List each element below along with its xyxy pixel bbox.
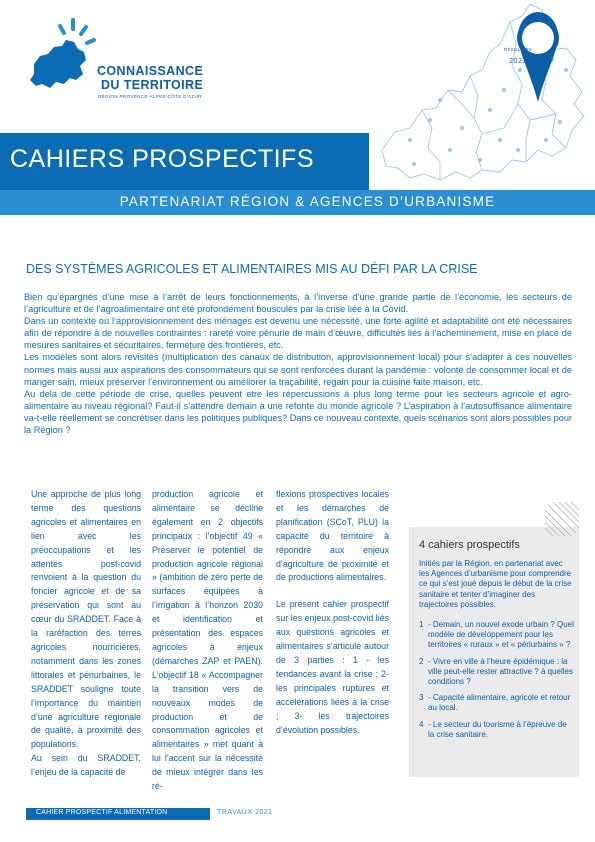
sidebox-corner-pattern bbox=[545, 502, 579, 536]
sidebox-intro: Initiés par la Région, en partenariat avec les Agences d’urbanisme pour comprendre ce qui s’est joué depuis le début de la crise sanitaire et tenter d’imaginer des trajectoires possibles. bbox=[419, 559, 572, 609]
title-band bbox=[0, 133, 369, 190]
column-1-paragraph-2: Au sein du SRADDET, l’enjeu de la capacité de bbox=[31, 753, 141, 778]
cahiers-sidebox bbox=[409, 527, 579, 777]
partnership-band bbox=[0, 190, 595, 215]
region-outline-map bbox=[370, 0, 595, 195]
intro-paragraph-4: Au dela de cette période de crise, quelles peuvent etre les répercussions à plus long terme pour les secteurs agricole et agro-alimentaire au niveau régional? Faut-il s’attendre demain à une refonte du monde agricole ? L’aspiration à l’autosuffisance alimentaire va-t-elle réellement se concrétiser dans les politiques publiques? Dans ce nouveau contexte, quels scénarios sont alors possibles pour la Région ? bbox=[24, 388, 572, 436]
footer-label bbox=[26, 808, 210, 820]
logo-title-line1: CONNAISSANCE bbox=[97, 64, 204, 78]
text-column-2 bbox=[152, 488, 263, 794]
sidebox-list bbox=[419, 620, 574, 746]
list-item-text: - Capacité alimentaire, agricole et retour au local. bbox=[428, 693, 571, 713]
text-column-3 bbox=[276, 488, 389, 737]
column-3-paragraph-1: flexions prospectives locales et les démarches de planification (SCoT, PLU) la capacité du territoire à répondre aux enjeux d’agriculture de proximité et de productions alimentaires. bbox=[276, 489, 389, 583]
page-title: CAHIERS PROSPECTIFS bbox=[10, 145, 314, 173]
column-3-paragraph-2: Le présent cahier prospectif sur les enjeux post-covid liés aux questions agricoles et alimentaires s’articule autour de 3 parties : 1 - les tendances avant la crise ; 2- les principales ruptures et accélérations liées à la crise ; 3- les trajectoires d’évolution possibles. bbox=[276, 599, 389, 735]
list-item-text: - Le secteur du tourisme à l’épreuve de la crise sanitaire. bbox=[428, 719, 567, 739]
region-map-logo-icon bbox=[20, 14, 100, 104]
pin-label: RÉSULTATS bbox=[503, 47, 533, 52]
footer-right-text: TRAVAUX 2021 bbox=[217, 809, 273, 816]
list-item bbox=[419, 620, 574, 651]
logo-subtitle: RÉGION PROVENCE-ALPES-CÔTE D'AZUR bbox=[98, 94, 202, 99]
list-item-number: 4 bbox=[419, 719, 424, 729]
column-1-paragraph-1: Une approche de plus long terme des questions agricoles et alimentaires en lien avec les préoccupations et les attentes post-covid renvoient à la question du foncier agricole et de sa préservation qui sont au cœur du SRADDET. Face à la raréfaction des terres agricoles nourricières, notamment dans les zones littorales et périurbaines, le SRADDET souligne toute l’importance du maintien d’une agriculture régionale de qualité, à proximité des populations. bbox=[31, 489, 141, 750]
pin-year: 2021 bbox=[509, 58, 527, 65]
footer-left-text: CAHIER PROSPECTIF ALIMENTATION bbox=[36, 809, 168, 816]
intro-paragraph-2: Dans un contexte où l’approvisionnement des ménages est devenu une nécessité, une forte agilité et adaptabilité ont été nécessaires afin de répondre à de nouvelles contraintes : rareté voire pénurie de main d’œuvre, difficultés liés à l’acheminement, mise en place de mesures sanitaires et sécuritaires, fermeture des frontières, etc. bbox=[24, 316, 572, 351]
intro-paragraph-1: Bien qu’épargnés d’une mise à l’arrêt de leurs fonctionnements, à l’inverse d’une grande partie de l’économie, les secteurs de l’agriculture et de l’agroalimentaire ont été profondément bousculés par la crise liée à la Covid. bbox=[24, 292, 572, 315]
list-item bbox=[419, 693, 574, 713]
list-item bbox=[419, 720, 574, 740]
intro-paragraph-3: Les modèles sont alors revisités (multiplication des canaux de distribution, approvisionnement local) pour s’adapter à ces nouvelles normes mais aussi aux aspirations des consommateurs qui se sont renforcées durant la pandémie : volonté de consommer local et de manger sain, mieux préserver l’environnement ou améliorer la traçabilité, regain pour la cuisine faite maison, etc. bbox=[24, 352, 572, 387]
list-item-number: 3 bbox=[419, 693, 424, 703]
text-column-1 bbox=[31, 488, 141, 780]
list-item-number: 1 bbox=[419, 620, 424, 629]
section-title: DES SYSTÈMES AGRICOLES ET ALIMENTAIRES MIS AU DÉFI PAR LA CRISE bbox=[26, 262, 478, 276]
partnership-text: PARTENARIAT RÉGION & AGENCES D’URBANISME bbox=[119, 194, 496, 209]
list-item-number: 2 bbox=[419, 656, 424, 666]
list-item-text: - Vivre en ville à l’heure épidémique : la ville peut-elle rester attractive ? à quelles conditions ? bbox=[428, 656, 573, 687]
logo-title-line2: DU TERRITOIRE bbox=[101, 78, 204, 92]
intro-text bbox=[24, 291, 572, 436]
sidebox-title: 4 cahiers prospectifs bbox=[419, 539, 520, 551]
list-item-text: - Demain, un nouvel exode urbain ? Quel modèle de développement pour les territoires « ruraux » et « périurbains » ? bbox=[428, 620, 574, 650]
logo bbox=[20, 14, 220, 114]
list-item bbox=[419, 657, 574, 688]
column-2-paragraph-1: production agricole et alimentaire se décline également en 2 objectifs principaux : l’objectif 49 « Préserver le potentiel de production agricole régional » (ambition de zéro perte de surfaces équipées à l’irrigation à l’horizon 2030 et identification et présentation des espaces agricoles à enjeux (démarches ZAP et PAEN). L’objectif 18 « Accompagner la transition vers de nouveaux modes de production et de consommation agricoles et alimentaires » met quant à lui l’accent sur la nécessité de mieux intégrer dans les ré- bbox=[152, 489, 263, 792]
